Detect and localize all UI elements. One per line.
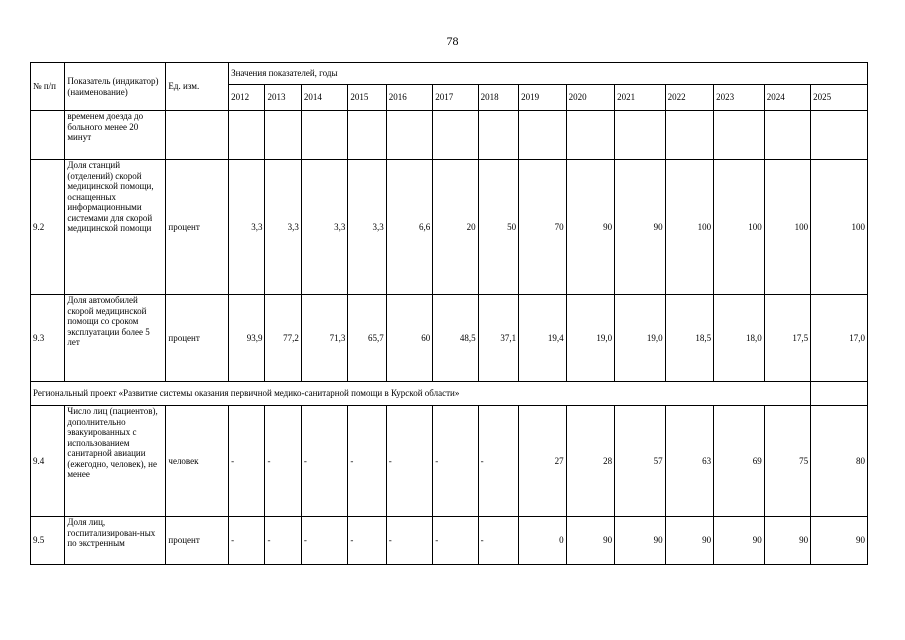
value-2016: 60 [386, 295, 432, 382]
year-2014: 2014 [301, 85, 347, 111]
value-2021: 90 [615, 160, 666, 295]
value-2016: 6,6 [386, 160, 432, 295]
value-2024: 100 [764, 160, 810, 295]
value-cell [665, 111, 714, 160]
table-row-9-3 [31, 295, 868, 382]
value-2012: - [229, 406, 265, 517]
unit-cell [166, 111, 229, 160]
value-2014: 71,3 [301, 295, 347, 382]
value-cell [433, 111, 478, 160]
value-2020: 90 [566, 160, 615, 295]
value-2025: 17,0 [811, 295, 868, 382]
header-row-1 [31, 63, 868, 85]
header-values: Значения показателей, годы [229, 63, 868, 85]
value-2016: - [386, 406, 432, 517]
value-2021: 19,0 [615, 295, 666, 382]
table-row-9-4 [31, 406, 868, 517]
year-2021: 2021 [615, 85, 666, 111]
section-title: Региональный проект «Развитие системы оказания первичной медико-санитарной помощи в Курской области» [31, 382, 811, 406]
value-2018: - [478, 406, 518, 517]
row-number-cell [31, 111, 65, 160]
year-2024: 2024 [764, 85, 810, 111]
value-cell [615, 111, 666, 160]
value-2021: 57 [615, 406, 666, 517]
value-2024: 90 [764, 517, 810, 565]
table-row-9-5 [31, 517, 868, 565]
value-2018: 37,1 [478, 295, 518, 382]
value-cell [386, 111, 432, 160]
unit-cell: процент [166, 160, 229, 295]
year-2017: 2017 [433, 85, 478, 111]
year-2016: 2016 [386, 85, 432, 111]
row-number: 9.2 [31, 160, 65, 295]
value-2020: 19,0 [566, 295, 615, 382]
header-number: № п/п [31, 63, 65, 111]
value-cell [811, 111, 868, 160]
value-cell [478, 111, 518, 160]
value-2018: - [478, 517, 518, 565]
value-2015: - [348, 406, 386, 517]
value-2012: - [229, 517, 265, 565]
row-number: 9.5 [31, 517, 65, 565]
value-2013: 77,2 [265, 295, 301, 382]
value-2013: - [265, 517, 301, 565]
header-unit: Ед. изм. [166, 63, 229, 111]
unit-cell: процент [166, 295, 229, 382]
year-2020: 2020 [566, 85, 615, 111]
unit-cell: процент [166, 517, 229, 565]
indicator-name: Доля лиц, госпитализирован-ных по экстренным [65, 517, 166, 565]
year-2025: 2025 [811, 85, 868, 111]
value-2023: 18,0 [714, 295, 765, 382]
value-2015: - [348, 517, 386, 565]
value-2012: 3,3 [229, 160, 265, 295]
indicator-name: Доля станций (отделений) скорой медицинской помощи, оснащенных информационными системами для скорой медицинской помощи [65, 160, 166, 295]
value-cell [229, 111, 265, 160]
table-row-continuation [31, 111, 868, 160]
value-2016: - [386, 517, 432, 565]
value-2024: 75 [764, 406, 810, 517]
value-2013: 3,3 [265, 160, 301, 295]
row-number: 9.3 [31, 295, 65, 382]
indicator-name: Число лиц (пациентов), дополнительно эвакуированных с использованием санитарной авиации (ежегодно, человек), не менее [65, 406, 166, 517]
value-2019: 27 [519, 406, 567, 517]
indicator-name: временем доезда до больного менее 20 минут [65, 111, 166, 160]
value-cell [265, 111, 301, 160]
value-2023: 69 [714, 406, 765, 517]
value-2022: 18,5 [665, 295, 714, 382]
value-cell [714, 111, 765, 160]
table-row-9-2 [31, 160, 868, 295]
header-indicator: Показатель (индикатор) (наименование) [65, 63, 166, 111]
value-2019: 70 [519, 160, 567, 295]
value-cell [348, 111, 386, 160]
value-2020: 28 [566, 406, 615, 517]
value-cell [301, 111, 347, 160]
section-empty-cell [811, 382, 868, 406]
value-2025: 90 [811, 517, 868, 565]
year-2015: 2015 [348, 85, 386, 111]
value-cell [566, 111, 615, 160]
value-2019: 19,4 [519, 295, 567, 382]
value-2023: 100 [714, 160, 765, 295]
year-2012: 2012 [229, 85, 265, 111]
value-2023: 90 [714, 517, 765, 565]
value-2025: 80 [811, 406, 868, 517]
value-2022: 63 [665, 406, 714, 517]
value-2022: 90 [665, 517, 714, 565]
indicators-table [30, 62, 868, 565]
value-2015: 65,7 [348, 295, 386, 382]
year-2019: 2019 [519, 85, 567, 111]
value-2014: - [301, 517, 347, 565]
value-2014: - [301, 406, 347, 517]
value-2017: - [433, 517, 478, 565]
value-cell [519, 111, 567, 160]
value-2019: 0 [519, 517, 567, 565]
row-number: 9.4 [31, 406, 65, 517]
page-number: 78 [446, 34, 459, 48]
unit-cell: человек [166, 406, 229, 517]
value-2025: 100 [811, 160, 868, 295]
value-2017: 48,5 [433, 295, 478, 382]
year-2018: 2018 [478, 85, 518, 111]
value-2022: 100 [665, 160, 714, 295]
value-2012: 93,9 [229, 295, 265, 382]
year-2023: 2023 [714, 85, 765, 111]
value-2020: 90 [566, 517, 615, 565]
value-2024: 17,5 [764, 295, 810, 382]
year-2013: 2013 [265, 85, 301, 111]
value-2021: 90 [615, 517, 666, 565]
value-2017: - [433, 406, 478, 517]
indicator-name: Доля автомобилей скорой медицинской помощи со сроком эксплуатации более 5 лет [65, 295, 166, 382]
section-row [31, 382, 868, 406]
value-2017: 20 [433, 160, 478, 295]
value-2013: - [265, 406, 301, 517]
value-2018: 50 [478, 160, 518, 295]
year-2022: 2022 [665, 85, 714, 111]
value-2014: 3,3 [301, 160, 347, 295]
value-2015: 3,3 [348, 160, 386, 295]
value-cell [764, 111, 810, 160]
